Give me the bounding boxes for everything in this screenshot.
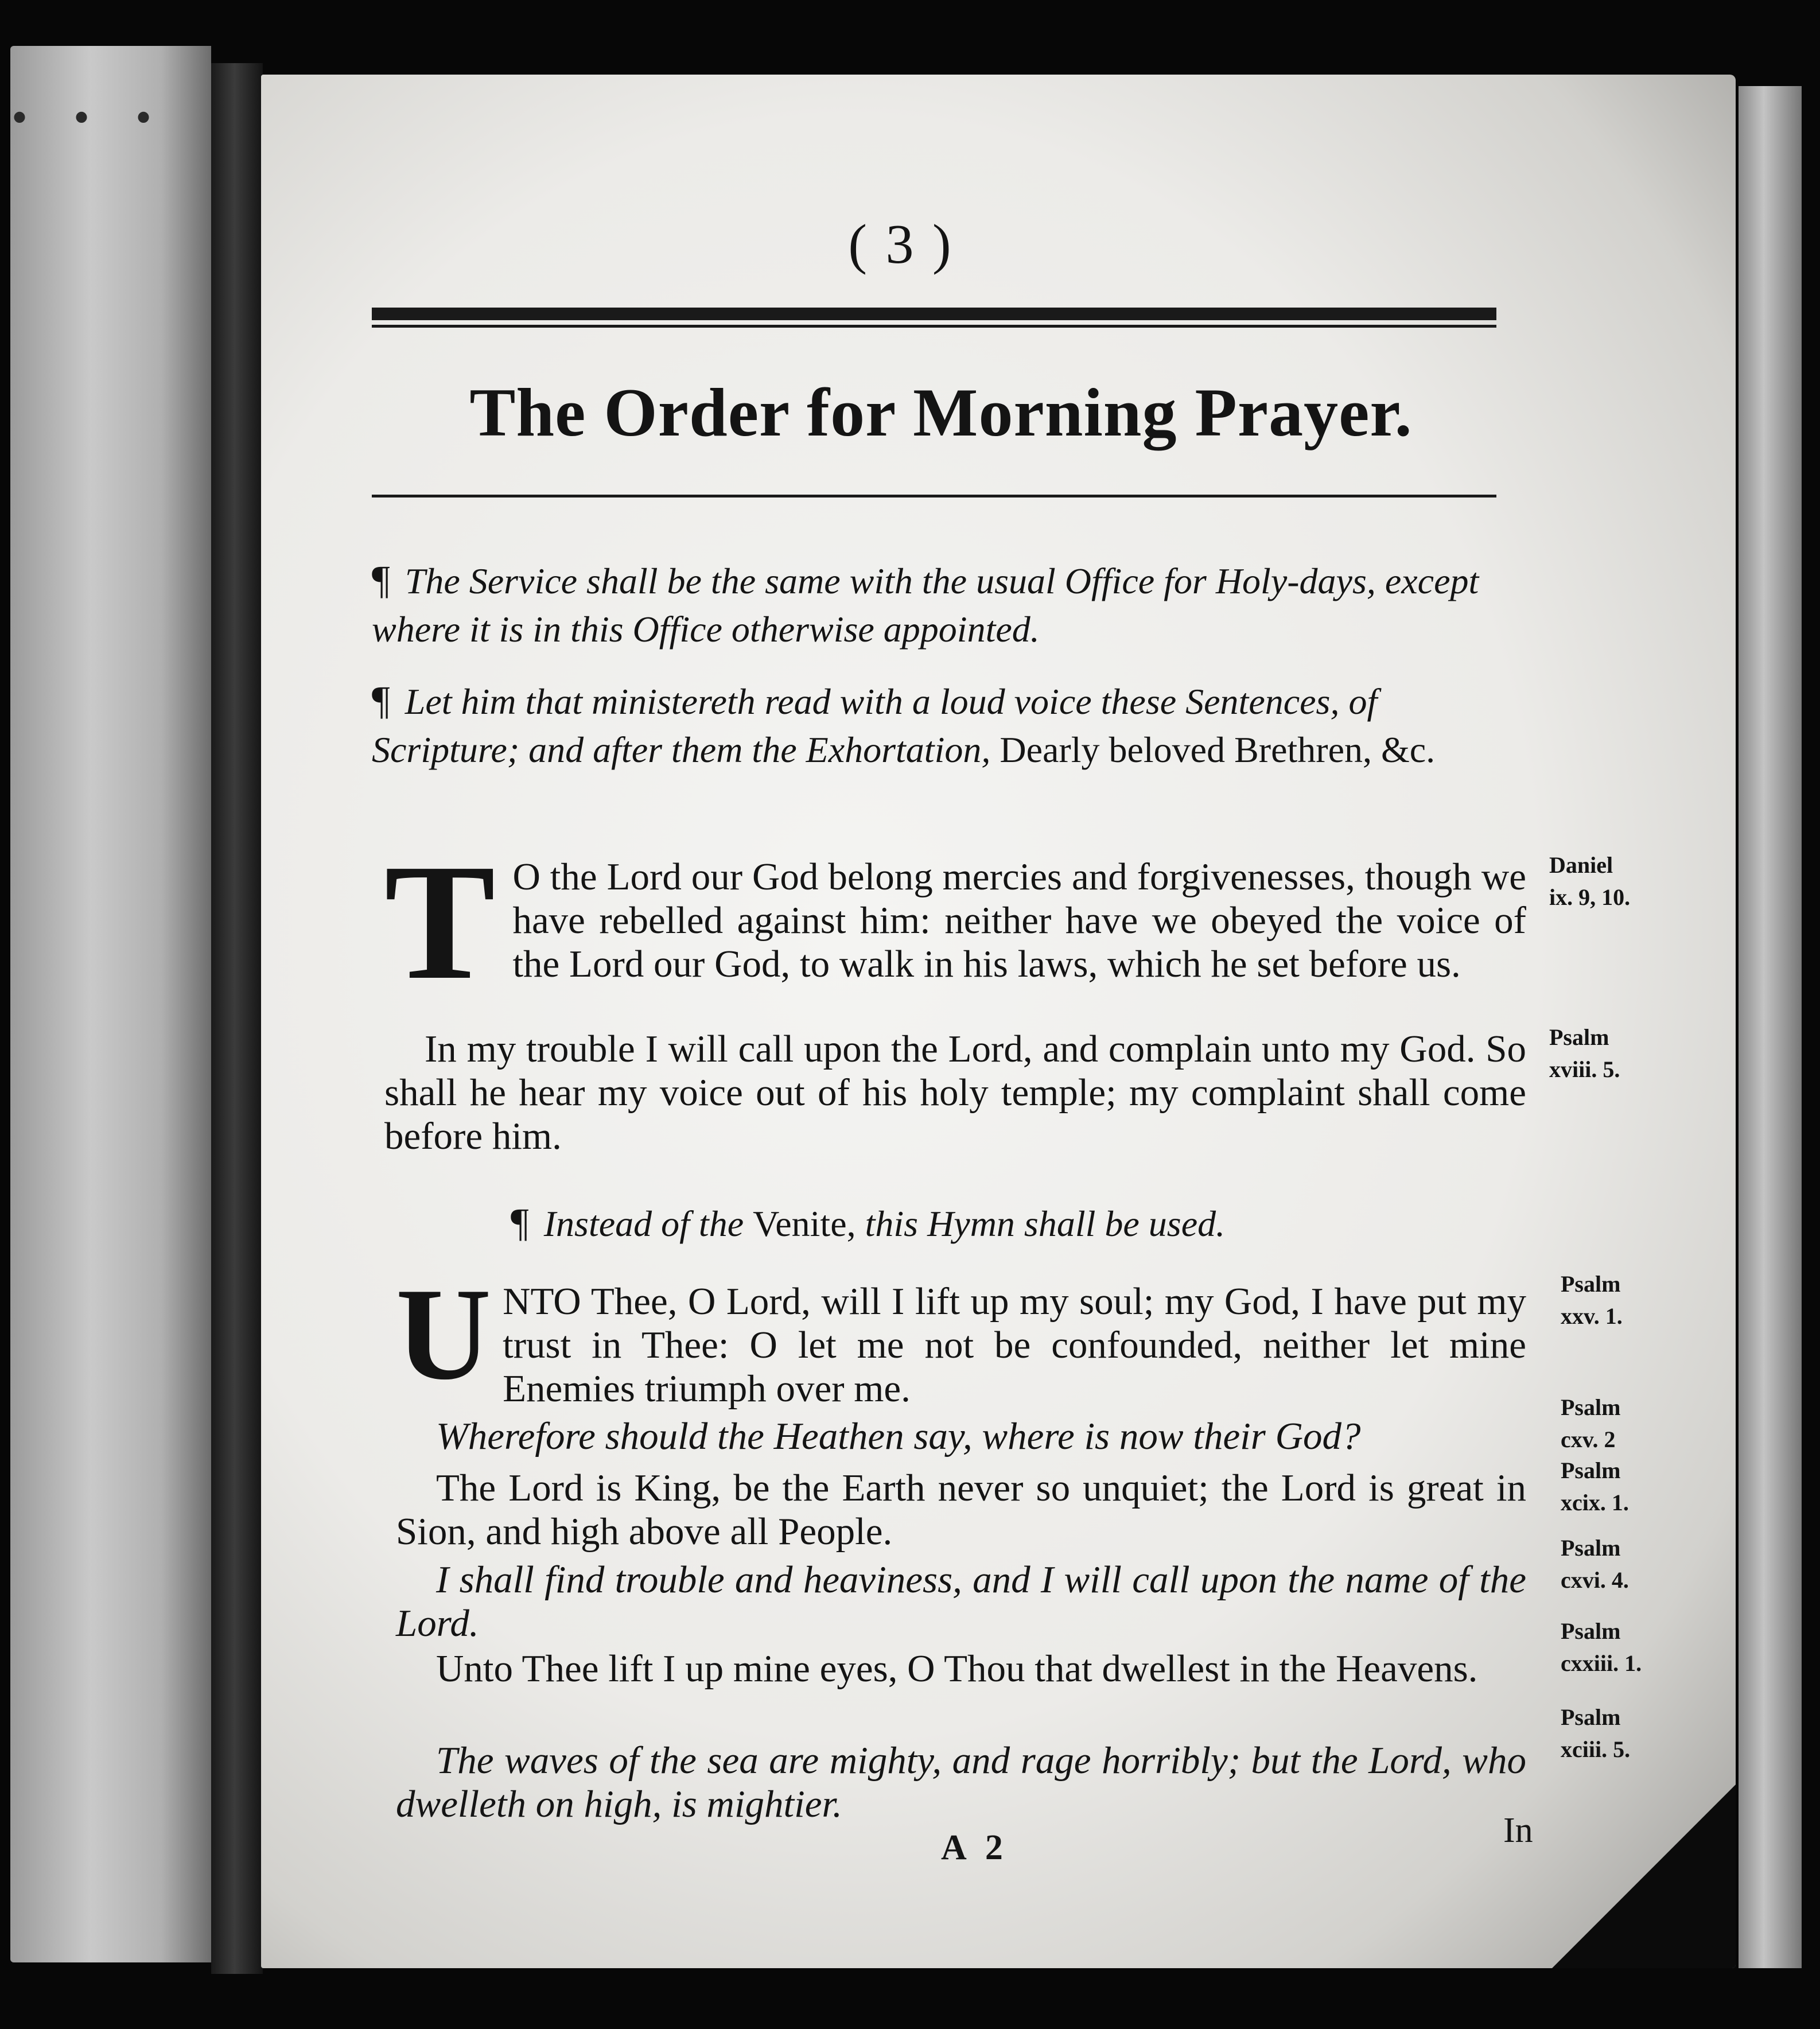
facing-page-specks: • • • xyxy=(11,92,169,143)
verse-text: I shall find trouble and heaviness, and I will call upon the name of the Lord. xyxy=(396,1558,1526,1645)
sentence-daniel xyxy=(384,830,1526,1014)
torn-corner xyxy=(1552,1785,1736,1968)
ref-verse: xciii. 5. xyxy=(1561,1736,1631,1762)
sentence-psalm-18 xyxy=(384,1027,1526,1158)
hymn-verse xyxy=(396,1739,1526,1826)
catchword: In xyxy=(1503,1811,1533,1850)
margin-reference xyxy=(1549,1021,1675,1086)
verse-text: The waves of the sea are mighty, and rage horribly; but the Lord, who dwelleth on high, is mightier. xyxy=(396,1739,1526,1825)
ref-verse: ix. 9, 10. xyxy=(1549,884,1631,910)
ref-book: Psalm xyxy=(1561,1535,1621,1561)
rubric-roman-text: Dearly beloved Brethren, &c. xyxy=(1000,729,1436,770)
hymn-verse xyxy=(396,1558,1526,1645)
verse-text: NTO Thee, O Lord, will I lift up my soul; my God, I have put my trust in Thee: O let me not be confounded, neither let mine Enemies triumph over me. xyxy=(503,1280,1526,1410)
ref-verse: cxvi. 4. xyxy=(1561,1567,1629,1593)
ref-verse: xviii. 5. xyxy=(1549,1056,1620,1082)
rubric-sentences xyxy=(372,677,1496,774)
rubric-service xyxy=(372,557,1496,654)
signature-mark: A 2 xyxy=(941,1828,1009,1867)
drop-capital: T xyxy=(384,830,496,1014)
book-gutter xyxy=(211,63,263,1974)
drop-capital: U xyxy=(396,1261,492,1407)
rubric-text: Let him that ministereth read with a loud voice these Sentences, of Scripture; and after them the Exhortation, xyxy=(372,681,1378,770)
hymn-verse xyxy=(396,1261,1526,1410)
pilcrow-icon: ¶ xyxy=(372,679,390,723)
hymn-verse xyxy=(396,1466,1526,1553)
facing-page xyxy=(10,46,211,1962)
verse-text: Wherefore should the Heathen say, where is now their God? xyxy=(436,1415,1361,1457)
verse-text: The Lord is King, be the Earth never so unquiet; the Lord is great in Sion, and high above all People. xyxy=(396,1467,1526,1553)
ref-book: Psalm xyxy=(1561,1457,1621,1483)
sentence-text: O the Lord our God belong mercies and forgivenesses, though we have rebelled against him: neither have we obeyed the voice of the Lord our God, to walk in his laws, which he set before us. xyxy=(512,856,1526,985)
ref-verse: cxxiii. 1. xyxy=(1561,1650,1642,1676)
ref-book: Psalm xyxy=(1561,1618,1621,1644)
rubric-text: The Service shall be the same with the usual Office for Holy-days, except where it is in this Office otherwise appointed. xyxy=(372,561,1479,650)
header-rule-thin xyxy=(372,325,1496,328)
ref-book: Daniel xyxy=(1549,852,1613,878)
rubric-hymn xyxy=(511,1199,1486,1248)
verse-text: Unto Thee lift I up mine eyes, O Thou that dwellest in the Heavens. xyxy=(436,1647,1478,1690)
title-rule xyxy=(372,495,1496,497)
page-edges xyxy=(1739,86,1802,1968)
page-number: ( 3 ) xyxy=(848,213,954,275)
ref-book: Psalm xyxy=(1549,1024,1609,1050)
margin-reference xyxy=(1561,1455,1687,1519)
rubric-text: Instead of the xyxy=(543,1203,744,1244)
ref-verse: cxv. 2 xyxy=(1561,1426,1616,1452)
header-rule-thick xyxy=(372,308,1496,320)
pilcrow-icon: ¶ xyxy=(372,558,390,603)
sentence-text: In my trouble I will call upon the Lord, and complain unto my God. So shall he hear my voice out of his holy temple; my complaint shall come before him. xyxy=(384,1028,1526,1157)
margin-reference xyxy=(1561,1615,1687,1680)
margin-reference xyxy=(1561,1701,1687,1766)
ref-book: Psalm xyxy=(1561,1704,1621,1730)
hymn-verse xyxy=(396,1414,1526,1458)
ref-verse: xcix. 1. xyxy=(1561,1490,1629,1515)
page-title: The Order for Morning Prayer. xyxy=(469,374,1413,450)
margin-reference xyxy=(1561,1532,1687,1596)
margin-reference xyxy=(1549,849,1675,914)
margin-reference xyxy=(1561,1391,1687,1456)
hymn-verse xyxy=(396,1647,1526,1690)
rubric-text-2: this Hymn shall be used. xyxy=(865,1203,1226,1244)
pilcrow-icon: ¶ xyxy=(511,1201,529,1245)
ref-verse: xxv. 1. xyxy=(1561,1303,1623,1329)
ref-book: Psalm xyxy=(1561,1394,1621,1420)
rubric-roman-text: Venite, xyxy=(753,1203,856,1244)
ref-book: Psalm xyxy=(1561,1271,1621,1297)
margin-reference xyxy=(1561,1268,1687,1332)
